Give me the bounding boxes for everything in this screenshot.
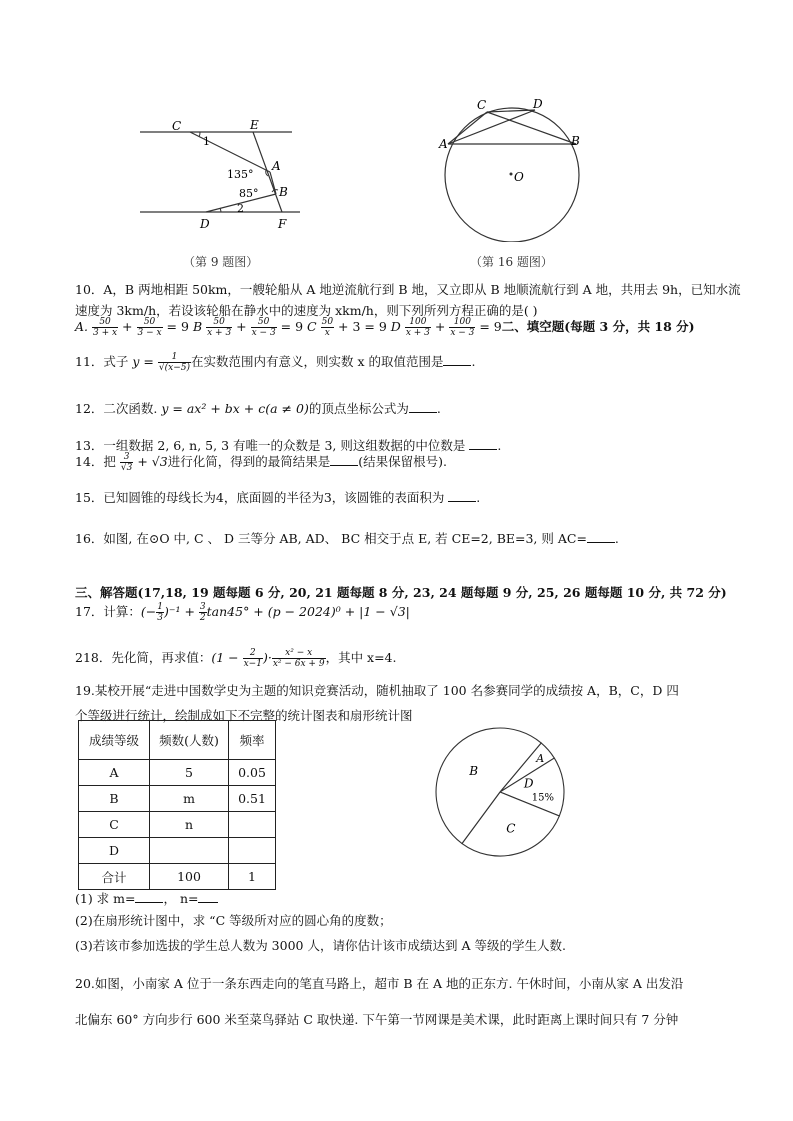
table-cell (229, 838, 276, 864)
table-cell: 5 (150, 760, 229, 786)
q11: 11．式子 y = $\frac{1}{√(x-5)}$ 在实数范围内有意义，则实数 x 的取值范围是 . (75, 352, 476, 373)
table-header: 频率 (229, 721, 276, 760)
q19-sub2: (2)在扇形统计图中，求 “C 等级所对应的圆心角的度数； (75, 913, 392, 928)
table-cell: 合计 (79, 864, 150, 890)
q10-line2: 速度为 3km/h，若设该轮船在静水中的速度为 xkm/h，则下列所列方程正确的是( ) (75, 303, 538, 318)
fig9-label-e: E (250, 118, 259, 132)
q10-opt-a: A. (75, 319, 89, 334)
q12-answer-blank[interactable] (409, 402, 437, 413)
table-header: 成绩等级 (79, 721, 150, 760)
q18: 218．先化简，再求值：(1 − $\frac{2}{x-1}$ )· $\frac{\text{x² − x}}{\text{x² − 6x + 9}}$ ，其中 x=4. (75, 648, 397, 669)
pie-label-c: C (506, 821, 516, 836)
table-header: 频数(人数) (150, 721, 229, 760)
q14-answer-blank[interactable] (330, 455, 358, 466)
table-cell: B (79, 786, 150, 812)
fig9-label-b: B (279, 185, 288, 199)
table-cell: A (79, 760, 150, 786)
table-cell: 100 (150, 864, 229, 890)
table-row (79, 812, 276, 838)
q14: 14．把 $\frac{3}{√3}$ + √3进行化简，得到的最简结果是 (结果保留根号). (75, 452, 447, 473)
q10-opt-d: D (390, 319, 401, 334)
table-cell: m (150, 786, 229, 812)
q19-line1: 19.某校开展“走进中国数学史为主题的知识竞赛活动，随机抽取了 100 名参赛同学的成绩按 A，B，C，D 四 (75, 683, 679, 698)
q13-answer-blank[interactable] (469, 439, 497, 450)
q10-opt-b: B (192, 319, 203, 334)
q19-line2: 个等级进行统计，绘制成如下不完整的统计图表和扇形统计图 (75, 708, 413, 723)
fig16-label-d: D (533, 97, 543, 111)
fig9-angle-85: 85° (239, 187, 259, 200)
q19-m-blank[interactable] (135, 892, 163, 903)
q15: 15．已知圆锥的母线长为4，底面圆的半径为3，该圆锥的表面积为 . (75, 490, 481, 505)
fig9-label-c: C (172, 119, 182, 133)
pie-chart (430, 722, 570, 862)
fig16-label-c: C (477, 98, 487, 112)
fig9-label-a: A (272, 159, 281, 173)
q17: 17．计算：(− $\frac{1}{3}$ )⁻¹ + $\frac{3}{2}$ tan45° + (p − 2024)⁰ + |1 − √3| (75, 602, 410, 623)
q16-answer-blank[interactable] (587, 532, 615, 543)
table-cell: 0.51 (229, 786, 276, 812)
pie-label-a: A (536, 751, 545, 765)
pie-label-pct: 15% (531, 792, 555, 804)
table-row (79, 760, 276, 786)
table-row (79, 786, 276, 812)
q13: 13．一组数据 2, 6, n, 5, 3 有唯一的众数是 3, 则这组数据的中位数是 . (75, 438, 502, 453)
table-cell (229, 812, 276, 838)
table-cell: D (79, 838, 150, 864)
table-header-row (79, 721, 276, 760)
fig9-label-d: D (200, 217, 210, 231)
q10-options: A. $\frac{50}{3 + x}$ + $\frac{50}{3 - x}$ = 9 B $\frac{50}{x + 3}$ + $\frac{50}{x - 3}$ = 9 C $\frac{50}{x}$ + 3 = 9 D $\frac{100}{x + 3}$ + $\frac{100}{x - 3}$ = 9二、填空题(每题 3 分，共 18 分) (75, 317, 695, 338)
figure-16 (435, 92, 585, 242)
section-2-heading: 二、填空题(每题 3 分，共 18 分) (501, 319, 695, 334)
fig9-label-f: F (278, 217, 287, 231)
fig9-angle-1: 1 (203, 135, 210, 148)
table-row (79, 838, 276, 864)
fig9-angle-135: 135° (227, 168, 254, 181)
figure-9 (130, 112, 310, 237)
q10-opt-c: C (307, 319, 317, 334)
q15-answer-blank[interactable] (448, 491, 476, 502)
pie-label-d: D (523, 776, 534, 791)
q16: 16．如图, 在⊙O 中, C 、 D 三等分 AB, AD、 BC 相交于点 E, 若 CE=2, BE=3, 则 AC= . (75, 531, 619, 546)
table-cell: 1 (229, 864, 276, 890)
fig9-caption: （第 9 题图） (183, 255, 259, 269)
fig16-label-o: O (514, 170, 524, 184)
q19-sub3: (3)若该市参加选拔的学生总人数为 3000 人，请你估计该市成绩达到 A 等级的学生人数. (75, 938, 566, 953)
section-3-heading: 三、解答题(17,18, 19 题每题 6 分, 20, 21 题每题 8 分, 23, 24 题每题 9 分, 25, 26 题每题 10 分, 共 72 分) (75, 585, 727, 600)
fig16-label-b: B (571, 134, 580, 148)
table-cell: n (150, 812, 229, 838)
fig9-line-ca (190, 132, 270, 172)
fig9-angle-2: 2 (237, 202, 244, 215)
fig16-label-a: A (439, 137, 448, 151)
q12: 12．二次函数. y = ax² + bx + c(a ≠ 0)的顶点坐标公式为 . (75, 401, 441, 416)
q20-line1: 20.如图，小南家 A 位于一条东西走向的笔直马路上，超市 B 在 A 地的正东方. 午休时间，小南从家 A 出发沿 (75, 976, 684, 991)
fig16-caption: （第 16 题图） (470, 255, 553, 269)
table-cell: C (79, 812, 150, 838)
table-cell (150, 838, 229, 864)
table-cell: 0.05 (229, 760, 276, 786)
pie-label-b: B (469, 764, 479, 778)
table-row (79, 864, 276, 890)
q10-line1: 10．A，B 两地相距 50km，一艘轮船从 A 地逆流航行到 B 地，又立即从 B 地顺流航行到 A 地，共用去 9h，已知水流 (75, 282, 741, 297)
q19-sub1: (1) 求 m= ， n= (75, 889, 218, 907)
q19-n-blank[interactable] (198, 892, 218, 903)
q20-line2: 北偏东 60° 方向步行 600 米至菜鸟驿站 C 取快递. 下午第一节网课是美术课，此时距离上课时间只有 7 分钟 (75, 1012, 679, 1027)
grade-table (78, 720, 276, 890)
q11-answer-blank[interactable] (443, 355, 471, 366)
